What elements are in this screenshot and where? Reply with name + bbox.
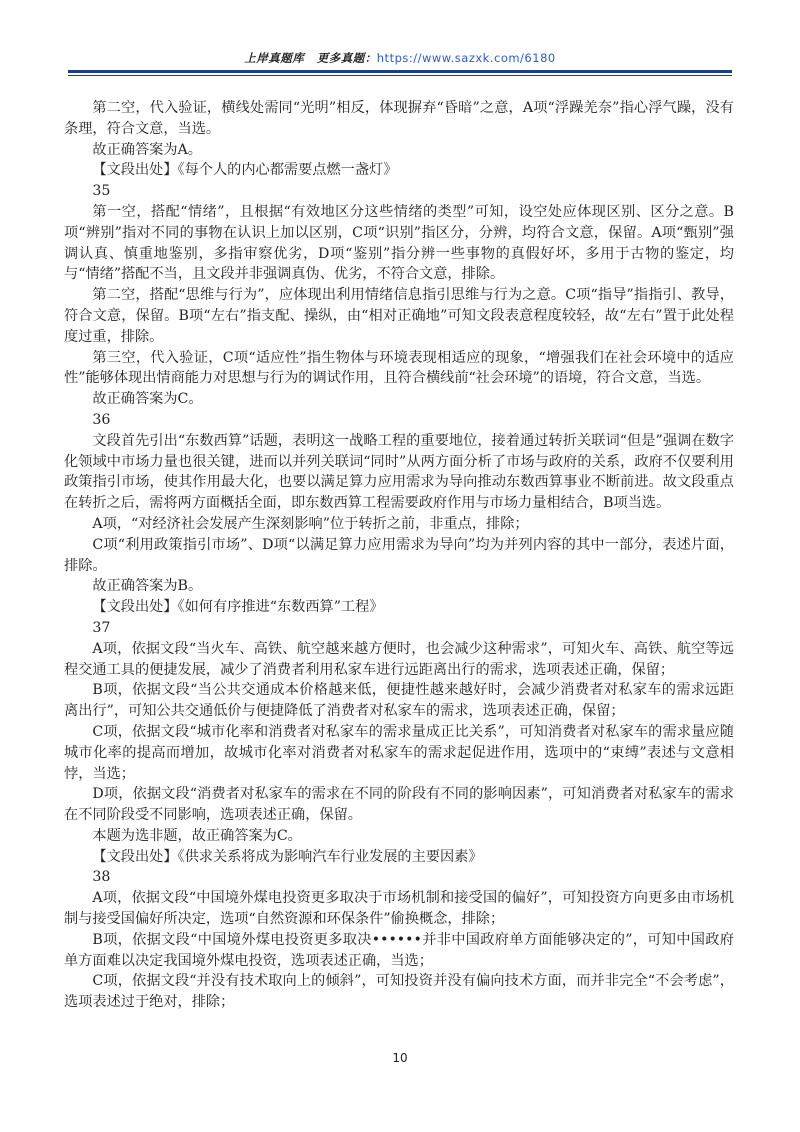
- page-header: [0, 50, 800, 66]
- header-label: 更多真题：: [316, 51, 377, 65]
- paragraph: A项，“对经济社会发展产生深刻影响”位于转折之前，非重点，排除；: [92, 515, 529, 532]
- header-brand: 上岸真题库: [244, 51, 305, 65]
- paragraph: D项，依据文段“消费者对私家车的需求在不同的阶段有不同的影响因素”，可知消费者对私家车的需求在不同阶段受不同影响，选项表述正确，保留。: [64, 786, 734, 824]
- source-line: 【文段出处】《每个人的内心都需要点燃一盏灯》: [92, 162, 398, 179]
- source-line: 【文段出处】《如何有序推进“东数西算”工程》: [92, 599, 384, 616]
- paragraph: A项，依据文段“中国境外煤电投资更多取决于市场机制和接受国的偏好”，可知投资方向更多由市场机制与接受国偏好所决定，选项“自然资源和环保条件”偷换概念，排除；: [64, 890, 734, 928]
- question-number: 38: [92, 869, 111, 886]
- paragraph: 文段首先引出“东数西算”话题，表明这一战略工程的重要地位，接着通过转折关联词“但是”强调在数字化领域中市场力量也很关键，进而以并列关联词“同时”从两方面分析了市场与政府的关系，政府不仅要利用政策指引市场，使其作用最大化，也要以满足算力应用需求为导向推动东数西算事业不断前进。故文段重点在转折之后，需将两方面概括全面，即东数西算工程需要政府作用与市场力量相结合，B项当选。: [64, 432, 735, 512]
- document-body: [64, 98, 734, 1013]
- paragraph: C项，依据文段“城市化率和消费者对私家车的需求量成正比关系”，可知消费者对私家车的需求量应随城市化率的提高而增加，故城市化率对消费者对私家车的需求起促进作用，选项中的“束缚”表述与文意相悖，当选；: [64, 723, 734, 782]
- answer-line: 故正确答案为A。: [92, 141, 202, 158]
- paragraph: 第二空，代入验证，横线处需同“光明”相反，体现摒弃“昏暗”之意，A项“浮躁羌奈”指心浮气躁，没有条理，符合文意，当选。: [64, 100, 734, 137]
- paragraph: B项，依据文段“中国境外煤电投资更多取决••••••并非中国政府单方面能够决定的”，可知中国政府单方面难以决定我国境外煤电投资，选项表述正确，当选；: [64, 931, 734, 969]
- paragraph: 第三空，代入验证，C项“适应性”指生物体与环境表现相适应的现象，“增强我们在社会环境中的适应性”能够体现出情商能力对思想与行为的调试作用，且符合横线前“社会环境”的语境，符合文意，当选。: [64, 349, 734, 387]
- paragraph: 第二空，搭配“思维与行为”，应体现出利用情绪信息指引思维与行为之意。C项“指导”指指引、教导，符合文意，保留。B项“左右”指支配、操纵，由“相对正确地”可知文段表意程度较轻，故“左右”置于此处程度过重，排除。: [64, 287, 734, 345]
- paragraph: 第一空，搭配“情绪”，且根据“有效地区分这些情绪的类型”可知，设空处应体现区别、区分之意。B项“辨别”指对不同的事物在认识上加以区别，C项“识别”指区分，分辨，均符合文意，保留。A项“甄别”强调认真、慎重地鉴别，多指审察优劣，D项“鉴别”指分辨一些事物的真假好坏，多用于古物的鉴定，均与“情绪”搭配不当，且文段并非强调真伪、优劣，不符合文意，排除。: [64, 203, 734, 283]
- paragraph: B项，依据文段“当公共交通成本价格越来低，便捷性越来越好时，会减少消费者对私家车的需求远距离出行”，可知公共交通低价与便捷降低了消费者对私家车的需求，选项表述正确，保留；: [64, 682, 734, 720]
- question-number: 37: [92, 619, 111, 636]
- question-number: 35: [92, 183, 111, 200]
- page-number: 10: [392, 1051, 408, 1065]
- answer-line: 本题为选非题，故正确答案为C。: [92, 827, 302, 844]
- header-rule-thin: [68, 75, 732, 76]
- source-line: 【文段出处】《供求关系将成为影响汽车行业发展的主要因素》: [92, 848, 483, 865]
- header-url-link[interactable]: https://www.sazxk.com/6180: [376, 51, 556, 65]
- paragraph: A项，依据文段“当火车、高铁、航空越来越方便时，也会减少这种需求”，可知火车、高铁、航空等远程交通工具的便捷发展，减少了消费者利用私家车进行远距离出行的需求，选项表述正确，保留；: [64, 640, 734, 678]
- answer-line: 故正确答案为C。: [92, 391, 203, 408]
- header-rule-thick: [68, 70, 732, 73]
- paragraph: C项“利用政策指引市场”、D项“以满足算力应用需求为导向”均为并列内容的其中一部分，表述片面，排除。: [64, 536, 734, 574]
- question-number: 36: [92, 411, 111, 428]
- paragraph: C项，依据文段“并没有技术取向上的倾斜”，可知投资并没有偏向技术方面，而并非完全“不会考虑”，选项表述过于绝对，排除；: [64, 973, 734, 1011]
- answer-line: 故正确答案为B。: [92, 578, 203, 595]
